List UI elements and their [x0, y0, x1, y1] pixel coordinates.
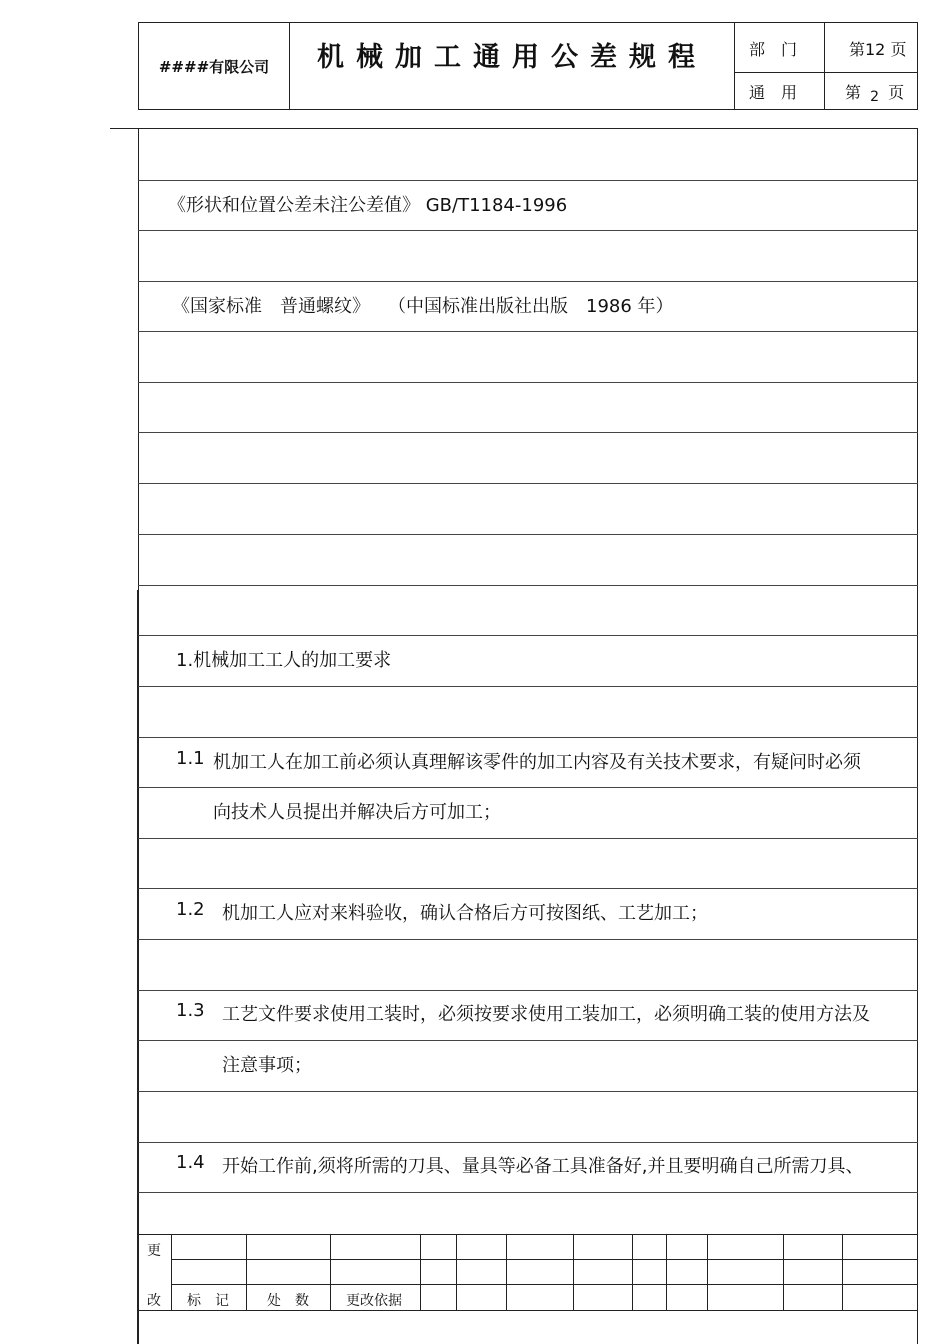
company-name: ####有限公司 [158, 57, 270, 76]
body-right-border [917, 128, 918, 1344]
change-side-label-top: 更 [147, 1243, 161, 1259]
item-text-line1: 开始工作前,须将所需的刀具、量具等必备工具准备好,并且要明确自己所需刀具、 [222, 1156, 864, 1177]
row-rule [138, 888, 918, 889]
change-side-label-bottom: 改 [147, 1293, 161, 1309]
row-rule [138, 1192, 918, 1193]
row-rule [138, 635, 918, 636]
row-rule [138, 737, 918, 738]
change-table-divider [246, 1234, 247, 1310]
row-rule [138, 180, 918, 181]
change-col-count: 处 数 [267, 1293, 309, 1309]
change-table-divider [171, 1234, 172, 1310]
row-rule [138, 939, 918, 940]
item-number: 1.2 [176, 899, 205, 920]
item-text-line1: 机加工人在加工前必须认真理解该零件的加工内容及有关技术要求，有疑问时必须 [213, 752, 861, 773]
row-rule [138, 534, 918, 535]
row-rule [138, 787, 918, 788]
change-col-mark: 标 记 [187, 1293, 229, 1309]
row-rule [138, 1142, 918, 1143]
row-rule [138, 838, 918, 839]
row-rule [138, 585, 918, 586]
change-table-rule [171, 1259, 918, 1260]
item-number: 1.4 [176, 1152, 205, 1173]
reference-2: 《国家标准 普通螺纹》 （中国标准出版社出版 1986 年） [172, 296, 674, 317]
department-value: 通 用 [749, 83, 798, 102]
header-divider [734, 23, 735, 109]
row-rule [138, 990, 918, 991]
change-table-divider [330, 1234, 331, 1310]
change-table-divider [506, 1234, 507, 1310]
page-suffix: 页 [888, 83, 905, 102]
total-pages: 第12 页 [849, 40, 907, 59]
change-table-divider [707, 1234, 708, 1310]
document-header [138, 22, 918, 110]
row-rule [138, 432, 918, 433]
change-table-divider [783, 1234, 784, 1310]
item-text-line1: 工艺文件要求使用工装时，必须按要求使用工装加工，必须明确工装的使用方法及 [222, 1004, 870, 1025]
header-divider [289, 23, 290, 109]
department-label: 部 门 [749, 40, 798, 59]
section-title: 1.机械加工工人的加工要求 [176, 650, 392, 671]
change-table-rule [138, 1234, 918, 1235]
page-prefix: 第 [845, 83, 862, 102]
reference-1: 《形状和位置公差未注公差值》 GB/T1184-1996 [168, 195, 568, 216]
change-table-divider [632, 1234, 633, 1310]
change-table-divider [456, 1234, 457, 1310]
header-divider [734, 72, 917, 73]
change-table-divider [842, 1234, 843, 1310]
change-table-divider [573, 1234, 574, 1310]
page-number-cell [845, 80, 904, 103]
row-rule [138, 230, 918, 231]
item-text-line2: 注意事项； [222, 1055, 312, 1076]
change-table-divider [420, 1234, 421, 1310]
row-rule [138, 331, 918, 332]
row-rule [138, 686, 918, 687]
body-left-border-bold [137, 590, 139, 1344]
row-rule [138, 483, 918, 484]
header-divider [824, 23, 825, 109]
row-rule [138, 1091, 918, 1092]
item-text-line1: 机加工人应对来料验收，确认合格后方可按图纸、工艺加工； [222, 903, 708, 924]
row-rule [138, 1040, 918, 1041]
header-separator [110, 128, 918, 129]
change-table-rule [171, 1284, 918, 1285]
row-rule [138, 281, 918, 282]
item-number: 1.1 [176, 748, 205, 769]
page-number: 2 [870, 89, 880, 105]
item-text-line2: 向技术人员提出并解决后方可加工； [213, 802, 501, 823]
change-col-basis: 更改依据 [346, 1293, 402, 1309]
item-number: 1.3 [176, 1000, 205, 1021]
change-table-rule [138, 1310, 918, 1311]
document-title: 机械加工通用公差规程 [317, 41, 707, 73]
change-table-divider [666, 1234, 667, 1310]
row-rule [138, 382, 918, 383]
